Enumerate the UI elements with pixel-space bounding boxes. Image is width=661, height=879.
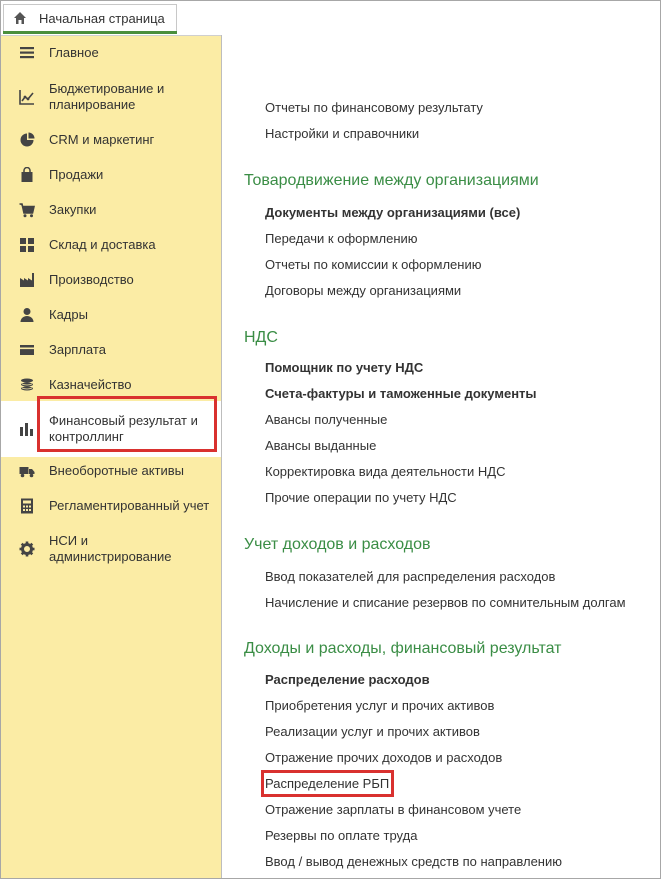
link-expense-distribution[interactable]: Распределение расходов [265, 672, 430, 687]
sidebar-item-label: Главное [49, 45, 99, 60]
link-service-acquisitions[interactable]: Приобретения услуг и прочих активов [265, 698, 495, 713]
link-settings-and-catalogs[interactable]: Настройки и справочники [265, 126, 420, 141]
sections-sidebar [1, 35, 222, 878]
sidebar-item-crm[interactable] [1, 130, 221, 150]
sidebar-item-hr[interactable] [1, 305, 221, 325]
home-tab-label: Начальная страница [39, 11, 165, 26]
highlight-frame-sidebar [37, 396, 217, 452]
link-financial-result-reports[interactable]: Отчеты по финансовому результату [265, 100, 483, 115]
link-deferred-expense-distribution[interactable]: Распределение РБП [265, 776, 390, 791]
sidebar-item-label-line2: планирование [49, 97, 136, 112]
sidebar-item-label: Бюджетирование и [49, 81, 165, 96]
link-other-income-expense[interactable]: Отражение прочих доходов и расходов [265, 750, 503, 765]
group-title-intercompany: Товародвижение между организациями [244, 172, 539, 189]
link-advances-received[interactable]: Авансы полученные [265, 412, 388, 427]
sidebar-item-label-line2: контроллинг [49, 429, 124, 444]
sidebar-item-label: НСИ и [49, 533, 88, 548]
sidebar-item-treasury[interactable] [1, 375, 221, 395]
menu-lines-icon [19, 45, 35, 61]
home-icon [13, 11, 27, 25]
sidebar-item-label: Регламентированный учет [49, 498, 210, 513]
chart-trend-icon [19, 89, 35, 105]
link-commission-reports[interactable]: Отчеты по комиссии к оформлению [265, 257, 482, 272]
sidebar-item-fixed-assets[interactable] [1, 461, 221, 481]
factory-icon [19, 272, 35, 288]
sidebar-item-warehouse[interactable] [1, 235, 221, 255]
group-title-financial-result: Доходы и расходы, финансовый результат [244, 640, 562, 657]
person-icon [19, 307, 35, 323]
sidebar-item-label: Закупки [49, 202, 97, 217]
sidebar-item-label: Производство [49, 272, 134, 287]
active-tab-indicator [3, 31, 177, 34]
truck-icon [19, 463, 35, 479]
sidebar-item-regulated-accounting[interactable] [1, 496, 221, 516]
highlight-frame-link [261, 770, 394, 797]
link-vat-activity-adjustment[interactable]: Корректировка вида деятельности НДС [265, 464, 506, 479]
link-cash-input-output[interactable]: Ввод / вывод денежных средств по направлению [265, 854, 562, 869]
link-payroll-reserves[interactable]: Резервы по оплате труда [265, 828, 418, 843]
link-intercompany-documents[interactable]: Документы между организациями (все) [265, 205, 521, 220]
coins-icon [19, 377, 35, 393]
link-vat-assistant[interactable]: Помощник по учету НДС [265, 360, 424, 375]
sidebar-item-sales[interactable] [1, 165, 221, 185]
cart-icon [19, 202, 35, 218]
sidebar-item-label: CRM и маркетинг [49, 132, 155, 147]
wallet-icon [19, 342, 35, 358]
sidebar-item-admin[interactable] [1, 531, 221, 567]
sidebar-item-label: Кадры [49, 307, 88, 322]
calculator-icon [19, 498, 35, 514]
sidebar-item-label-line2: администрирование [49, 549, 172, 564]
section-content [223, 35, 660, 878]
bar-chart-icon [19, 421, 35, 437]
sidebar-item-salary[interactable] [1, 340, 221, 360]
link-salary-financial-accounting[interactable]: Отражение зарплаты в финансовом учете [265, 802, 522, 817]
home-tab[interactable] [3, 4, 177, 32]
pie-chart-icon [19, 132, 35, 148]
sidebar-item-label: Продажи [49, 167, 104, 182]
warehouse-grid-icon [19, 237, 35, 253]
sidebar-item-purchases[interactable] [1, 200, 221, 220]
group-title-vat: НДС [244, 329, 278, 346]
sidebar-item-label: Склад и доставка [49, 237, 156, 252]
sidebar-item-label: Финансовый результат и [49, 413, 198, 428]
gear-icon [19, 541, 35, 557]
link-expense-distribution-indicators[interactable]: Ввод показателей для распределения расходов [265, 569, 556, 584]
link-doubtful-debt-reserves[interactable]: Начисление и списание резервов по сомнительным долгам [265, 595, 626, 610]
link-other-vat-operations[interactable]: Прочие операции по учету НДС [265, 490, 457, 505]
sidebar-item-label: Казначейство [49, 377, 132, 392]
link-advances-issued[interactable]: Авансы выданные [265, 438, 377, 453]
top-bar [1, 1, 660, 35]
shopping-bag-icon [19, 167, 35, 183]
link-service-sales[interactable]: Реализации услуг и прочих активов [265, 724, 480, 739]
group-title-income-expense: Учет доходов и расходов [244, 536, 431, 553]
sidebar-item-label: Внеоборотные активы [49, 463, 185, 478]
sidebar-item-budgeting[interactable] [1, 79, 221, 115]
sidebar-item-production[interactable] [1, 270, 221, 290]
link-invoices-customs[interactable]: Счета-фактуры и таможенные документы [265, 386, 537, 401]
sidebar-item-label: Зарплата [49, 342, 106, 357]
link-transfers-to-process[interactable]: Передачи к оформлению [265, 231, 418, 246]
link-intercompany-contracts[interactable]: Договоры между организациями [265, 283, 462, 298]
